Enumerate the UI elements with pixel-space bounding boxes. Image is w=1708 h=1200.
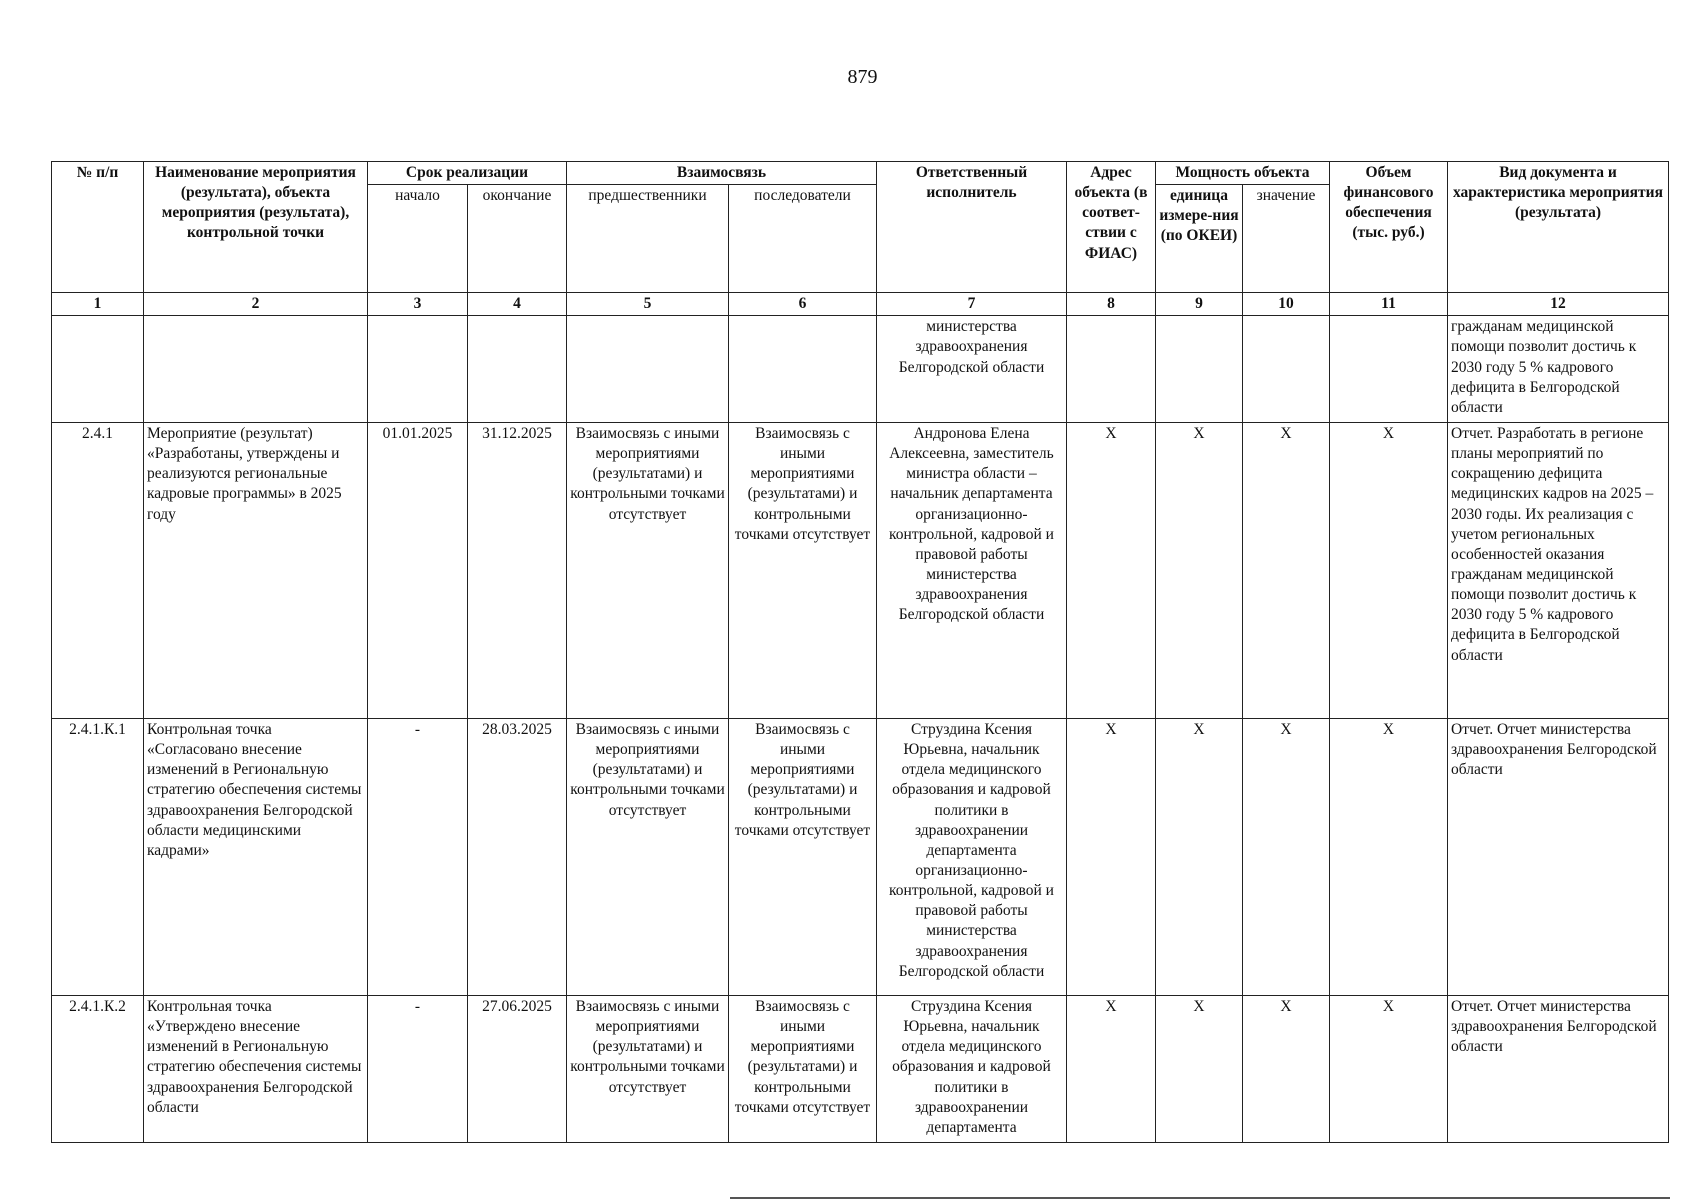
cell-document: Отчет. Отчет министерства здравоохранения Белгородской области <box>1448 995 1669 1142</box>
cell-finance <box>1330 316 1448 423</box>
column-number: 2 <box>144 293 368 316</box>
cell-document: гражданам медицинской помощи позволит достичь к 2030 году 5 % кадрового дефицита в Белгородской области <box>1448 316 1669 423</box>
header-power: Мощность объекта <box>1156 162 1330 185</box>
cell-unit: X <box>1156 995 1243 1142</box>
cell-name: Контрольная точка «Согласовано внесение изменений в Региональную стратегию обеспечения системы здравоохранения Белгородской области медицинскими кадрами» <box>144 719 368 996</box>
column-number: 8 <box>1067 293 1156 316</box>
column-number: 12 <box>1448 293 1669 316</box>
cell-unit <box>1156 316 1243 423</box>
cell-address: X <box>1067 995 1156 1142</box>
cell-num <box>52 316 144 423</box>
header-predecessors: предшественники <box>567 185 729 293</box>
cell-unit: X <box>1156 423 1243 719</box>
page-number: 879 <box>847 66 878 88</box>
cell-document: Отчет. Разработать в регионе планы мероприятий по сокращению дефицита медицинских кадров на 2025 – 2030 годы. Их реализация с учетом региональных особенностей оказания гражданам медицинской помощи позволит достичь к 2030 году 5 % кадрового дефицита в Белгородской области <box>1448 423 1669 719</box>
header-num: № п/п <box>52 162 144 293</box>
cell-successors: Взаимосвязь с иными мероприятиями (результатами) и контрольными точками отсутствует <box>729 423 877 719</box>
cell-value <box>1243 316 1330 423</box>
table-row <box>52 423 1669 719</box>
header-finance: Объем финансового обеспечения (тыс. руб.) <box>1330 162 1448 293</box>
column-number: 1 <box>52 293 144 316</box>
cell-end <box>468 316 567 423</box>
cell-successors <box>729 316 877 423</box>
cell-value: X <box>1243 719 1330 996</box>
header-document: Вид документа и характеристика мероприятия (результата) <box>1448 162 1669 293</box>
column-number: 5 <box>567 293 729 316</box>
cell-num: 2.4.1.К.2 <box>52 995 144 1142</box>
cell-predecessors <box>567 316 729 423</box>
cell-end: 27.06.2025 <box>468 995 567 1142</box>
column-number: 7 <box>877 293 1067 316</box>
header-end: окончание <box>468 185 567 293</box>
activities-table <box>51 161 1669 1143</box>
cell-predecessors: Взаимосвязь с иными мероприятиями (результатами) и контрольными точками отсутствует <box>567 423 729 719</box>
cell-num: 2.4.1.К.1 <box>52 719 144 996</box>
cell-start: 01.01.2025 <box>368 423 468 719</box>
header-period: Срок реализации <box>368 162 567 185</box>
cell-finance: X <box>1330 995 1448 1142</box>
column-number: 9 <box>1156 293 1243 316</box>
header-name: Наименование мероприятия (результата), объекта мероприятия (результата), контрольной точки <box>144 162 368 293</box>
cell-responsible: министерства здравоохранения Белгородской области <box>877 316 1067 423</box>
cell-start: - <box>368 995 468 1142</box>
table-row <box>52 316 1669 423</box>
cell-successors: Взаимосвязь с иными мероприятиями (результатами) и контрольными точками отсутствует <box>729 995 877 1142</box>
header-responsible: Ответственный исполнитель <box>877 162 1067 293</box>
column-number: 10 <box>1243 293 1330 316</box>
header-value: значение <box>1243 185 1330 293</box>
column-number: 3 <box>368 293 468 316</box>
cell-end: 31.12.2025 <box>468 423 567 719</box>
header-unit: единица измере-ния (по ОКЕИ) <box>1156 185 1243 293</box>
column-number: 11 <box>1330 293 1448 316</box>
header-successors: последователи <box>729 185 877 293</box>
cell-responsible: Струздина Ксения Юрьевна, начальник отдела медицинского образования и кадровой политики в здравоохранении департамента организационно-контрольной, кадровой и правовой работы министерства здравоохранения Белгородской области <box>877 719 1067 996</box>
cell-end: 28.03.2025 <box>468 719 567 996</box>
header-link: Взаимосвязь <box>567 162 877 185</box>
cell-finance: X <box>1330 423 1448 719</box>
cell-successors: Взаимосвязь с иными мероприятиями (результатами) и контрольными точками отсутствует <box>729 719 877 996</box>
column-number: 4 <box>468 293 567 316</box>
cell-unit: X <box>1156 719 1243 996</box>
column-number: 6 <box>729 293 877 316</box>
cell-address: X <box>1067 719 1156 996</box>
cell-address: X <box>1067 423 1156 719</box>
cell-value: X <box>1243 423 1330 719</box>
cell-document: Отчет. Отчет министерства здравоохранения Белгородской области <box>1448 719 1669 996</box>
table-row <box>52 995 1669 1142</box>
header-start: начало <box>368 185 468 293</box>
column-number-row <box>52 293 1669 316</box>
cell-finance: X <box>1330 719 1448 996</box>
cell-name: Контрольная точка «Утверждено внесение изменений в Региональную стратегию обеспечения системы здравоохранения Белгородской области <box>144 995 368 1142</box>
cell-predecessors: Взаимосвязь с иными мероприятиями (результатами) и контрольными точками отсутствует <box>567 719 729 996</box>
cell-start: - <box>368 719 468 996</box>
cell-name <box>144 316 368 423</box>
cell-name: Мероприятие (результат) «Разработаны, утверждены и реализуются региональные кадровые программы» в 2025 году <box>144 423 368 719</box>
table-row <box>52 719 1669 996</box>
cell-value: X <box>1243 995 1330 1142</box>
cell-predecessors: Взаимосвязь с иными мероприятиями (результатами) и контрольными точками отсутствует <box>567 995 729 1142</box>
cell-responsible: Андронова Елена Алексеевна, заместитель министра области – начальник департамента организационно-контрольной, кадровой и правовой работы министерства здравоохранения Белгородской области <box>877 423 1067 719</box>
header-address: Адрес объекта (в соответ-ствии с ФИАС) <box>1067 162 1156 293</box>
cell-responsible: Струздина Ксения Юрьевна, начальник отдела медицинского образования и кадровой политики в здравоохранении департамента <box>877 995 1067 1142</box>
cell-start <box>368 316 468 423</box>
cell-num: 2.4.1 <box>52 423 144 719</box>
page-bottom-rule <box>730 1197 1670 1199</box>
cell-address <box>1067 316 1156 423</box>
